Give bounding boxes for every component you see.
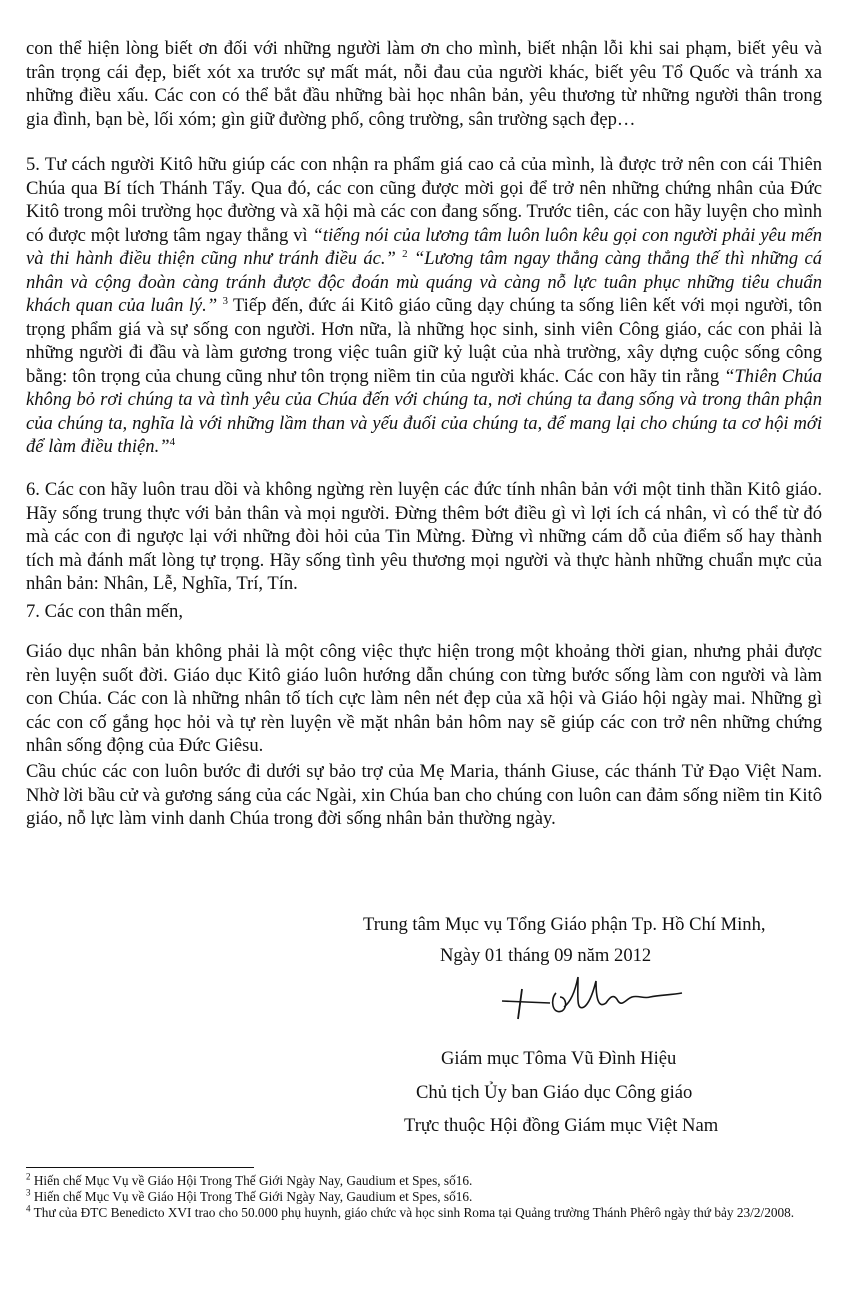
signature-date: Ngày 01 tháng 09 năm 2012 [440,945,652,966]
footnote-4 [26,1205,826,1221]
footnote-text: Hiến chế Mục Vụ về Giáo Hội Trong Thế Giới Ngày Nay, Gaudium et Spes, số16. [33,1173,473,1188]
footnote-ref-3: 3 [222,294,228,307]
signature-office: Trung tâm Mục vụ Tổng Giáo phận Tp. Hồ Chí Minh, [363,914,766,935]
paragraph-5 [26,153,822,459]
paragraph-6: 6. Các con hãy luôn trau dồi và không ngừng rèn luyện các đức tính nhân bản với một tinh thần Kitô giáo. Hãy sống trung thực với bản thân và mọi người. Đừng thêm bớt điều gì vì lợi ích cá nhân, vì có thể từ đó mà các con đi ngược lại với những đòi hỏi của Tin Mừng. Đừng vì những cám dỗ của điểm số hay thành tích mà đánh mất lòng tự trọng. Hãy sống tình yêu thương mọi người và thực hành những chuẩn mực của nhân bản: Nhân, Lễ, Nghĩa, Trí, Tín. [26,479,822,594]
footnote-number: 3 [26,1187,31,1198]
footnote-2 [26,1173,826,1189]
signatory-title-1: Chủ tịch Ủy ban Giáo dục Công giáo [416,1082,693,1103]
footnote-number: 4 [26,1203,31,1214]
footnote-text: Thư của ĐTC Benedicto XVI trao cho 50.000 phụ huynh, giáo chức và học sinh Roma tại Quảng trường Thánh Phêrô ngày thứ bảy 23/2/2008. [33,1205,795,1220]
footnote-ref-2: 2 [402,247,408,260]
paragraph-7-heading: 7. Các con thân mến, [26,601,183,622]
p5-quote-1: “tiếng nói của lương tâm luôn luôn kêu gọi con người phải yêu mến và thi hành điều thiện cũng như tránh điều ác.” [26,224,823,269]
footnote-number: 2 [26,1171,31,1182]
footnote-ref-4: 4 [169,435,176,448]
p5-quote-2: “Lương tâm ngay thẳng càng thẳng thế thì những cá nhân và cộng đoàn càng tránh được độc đoán mù quáng và càng nỗ lực tuân phục những tiêu chuẩn khách quan của luân lý.” [26,248,822,316]
p5-text-a: 5. Tư cách người Kitô hữu giúp các con nhận ra phẩm giá cao cả của mình, là được trở nên con cái Thiên Chúa qua Bí tích Thánh Tẩy. Qua đó, các con cũng được mời gọi để trở nên những chứng nhân của Đức Kitô trong môi trường học đường và xã hội mà các con đang sống. Trước tiên, các con hãy luyện cho mình có được một lương tâm ngay thẳng vì [26,154,822,246]
signatory-name: Giám mục Tôma Vũ Đình Hiệu [441,1048,677,1069]
footnote-separator [26,1167,254,1168]
handwritten-signature [498,967,688,1037]
paragraph-blessing: Cầu chúc các con luôn bước đi dưới sự bảo trợ của Mẹ Maria, thánh Giuse, các thánh Tử Đạo Việt Nam. Nhờ lời bầu cử và gương sáng của các Ngài, xin Chúa ban cho chúng con luôn can đảm sống niềm tin Kitô giáo, nỗ lực làm vinh danh Chúa trong đời sống nhân bản thường ngày. [26,761,822,829]
footnote-3 [26,1189,826,1205]
footnote-text: Hiến chế Mục Vụ về Giáo Hội Trong Thế Giới Ngày Nay, Gaudium et Spes, số16. [33,1189,473,1204]
paragraph-7-body: Giáo dục nhân bản không phải là một công việc thực hiện trong một khoảng thời gian, nhưng phải được rèn luyện suốt đời. Giáo dục Kitô giáo luôn hướng dẫn chúng con từng bước sống làm con người và làm con Chúa. Các con là những nhân tố tích cực làm nên nét đẹp của xã hội và Giáo hội ngày mai. Những gì các con cố gắng học hỏi và tự rèn luyện về mặt nhân bản hôm nay sẽ giúp các con trở nên những chứng nhân sống động của Đức Giêsu. [26,641,822,756]
paragraph-intro: con thể hiện lòng biết ơn đối với những người làm ơn cho mình, biết nhận lỗi khi sai phạm, biết yêu và trân trọng cái đẹp, biết xót xa trước sự mất mát, nỗi đau của người khác, biết yêu Tổ Quốc và tránh xa những điều xấu. Các con có thể bắt đầu những bài học nhân bản, yêu thương từ những người thân trong gia đình, bạn bè, lối xóm; gìn giữ đường phố, công trường, sân trường sạch đẹp… [26,38,822,130]
p5-quote-3: “Thiên Chúa không bỏ rơi chúng ta và tình yêu của Chúa đến với chúng ta, nơi chúng ta đang sống và trong thân phận của chúng ta, nghĩa là với những lầm than và yếu đuối của chúng ta, để mang lại cho chúng ta cơ hội mới để làm điều thiện.” [26,365,822,457]
signatory-title-2: Trực thuộc Hội đồng Giám mục Việt Nam [404,1115,719,1136]
p5-text-b: Tiếp đến, đức ái Kitô giáo cũng dạy chúng ta sống liên kết với mọi người, tôn trọng phẩm giá và sự sống con người. Hơn nữa, là những học sinh, sinh viên Công giáo, các con phải là những người đi đầu và làm gương trong việc tuân giữ kỷ luật của nhà trường, xây dựng cuộc sống công bằng: tôn trọng của chung cũng như tôn trọng niềm tin của người khác. Các con hãy tin rằng [26,295,822,387]
